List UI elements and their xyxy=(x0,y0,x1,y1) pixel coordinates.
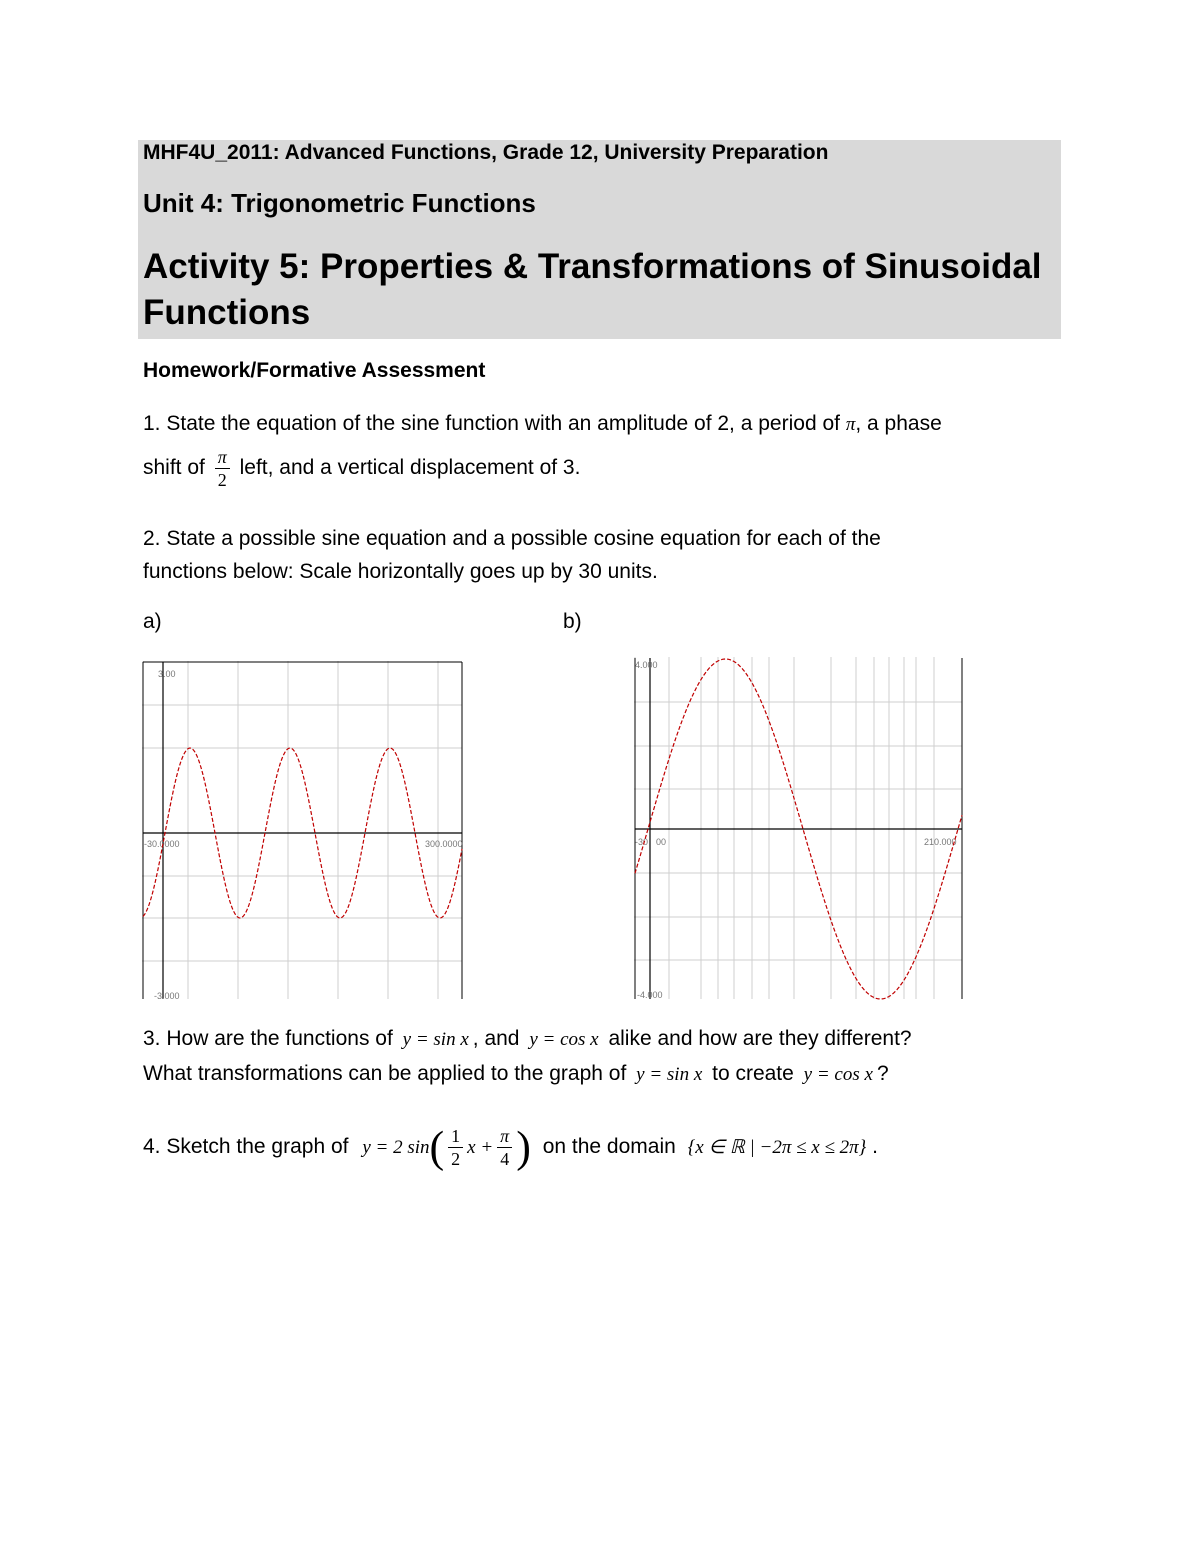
q3-text-a: 3. How are the functions of xyxy=(143,1027,393,1050)
question-3-line-2 xyxy=(143,1057,889,1091)
q3-eq-sin: y = sin x xyxy=(402,1029,469,1050)
activity-title: Activity 5: Properties & Transformations of Sinusoidal Functions xyxy=(143,247,1042,332)
graph-b-label: b) xyxy=(563,610,582,633)
question-1-line-1 xyxy=(143,407,942,441)
q1-text-post: , a phase xyxy=(855,412,942,435)
q3-eq-cos-2: y = cos x xyxy=(803,1064,873,1085)
q3-text-d: What transformations can be applied to the graph of xyxy=(143,1062,627,1085)
q3-text-c: alike and how are they different? xyxy=(608,1027,912,1050)
graph-a-label: a) xyxy=(143,610,162,633)
q1-shift-label: shift of xyxy=(143,456,205,480)
graph-a-y-bottom-label: -3.000 xyxy=(154,991,180,1001)
graph-a xyxy=(142,661,464,1001)
question-2-line-2: functions below: Scale horizontally goes up by 30 units. xyxy=(143,560,658,583)
q4-right-paren: ) xyxy=(516,1122,531,1172)
question-4 xyxy=(143,1114,878,1181)
question-1-line-2 xyxy=(143,446,580,491)
q4-left-paren: ( xyxy=(429,1122,445,1172)
graph-b-x-left-label: -30 xyxy=(635,837,649,847)
graph-b-y-top-label: 4.000 xyxy=(635,660,658,670)
question-2-line-1: 2. State a possible sine equation and a possible cosine equation for each of the xyxy=(143,527,881,550)
q4-text: 4. Sketch the graph of xyxy=(143,1135,349,1158)
q4-eq-lead: y = 2 sin xyxy=(362,1137,430,1158)
graph-b-x-mid-label: 00 xyxy=(656,837,667,847)
q1-text: 1. State the equation of the sine function with an amplitude of 2, a period of xyxy=(143,412,840,435)
graph-a-x-left-label: -30.0000 xyxy=(144,839,180,849)
graph-b-grid xyxy=(634,657,962,999)
q1-frac-num: π xyxy=(215,446,230,469)
q3-text-e: to create xyxy=(712,1062,794,1085)
section-title: Homework/Formative Assessment xyxy=(143,359,486,382)
q4-eq-mid: x + xyxy=(467,1137,494,1158)
graph-a-y-top-label: 3.00 xyxy=(158,669,176,679)
unit-title: Unit 4: Trigonometric Functions xyxy=(143,188,536,218)
q4-domain-label: on the domain xyxy=(542,1135,676,1158)
q4-frac2-num: π xyxy=(497,1125,512,1148)
q3-text-f: ? xyxy=(876,1062,889,1085)
course-title: MHF4U_2011: Advanced Functions, Grade 12, University Preparation xyxy=(143,141,829,164)
graph-b-y-bottom-label: -4.000 xyxy=(637,990,663,1000)
q1-fraction xyxy=(215,446,230,491)
q4-domain: {x ∈ ℝ | −2π ≤ x ≤ 2π} xyxy=(687,1137,867,1158)
q4-frac1-den: 2 xyxy=(451,1148,461,1169)
q4-fraction-2 xyxy=(497,1125,512,1170)
graph-a-x-right-label: 300.0000 xyxy=(425,839,463,849)
graph-b-x-right-label: 210.000 xyxy=(924,837,957,847)
q4-frac2-den: 4 xyxy=(500,1148,510,1169)
question-3-line-1 xyxy=(143,1022,912,1056)
q4-frac1-num: 1 xyxy=(448,1125,463,1148)
q1-frac-den: 2 xyxy=(217,470,227,490)
q3-eq-sin-2: y = sin x xyxy=(636,1064,703,1085)
q4-end: . xyxy=(872,1135,878,1158)
q3-eq-cos: y = cos x xyxy=(529,1029,599,1050)
q3-text-b: , and xyxy=(472,1027,520,1050)
q1-pi: π xyxy=(845,414,856,435)
q4-fraction-1 xyxy=(448,1125,463,1170)
graph-b xyxy=(634,657,964,1001)
q1-shift-rest: left, and a vertical displacement of 3. xyxy=(239,456,581,480)
